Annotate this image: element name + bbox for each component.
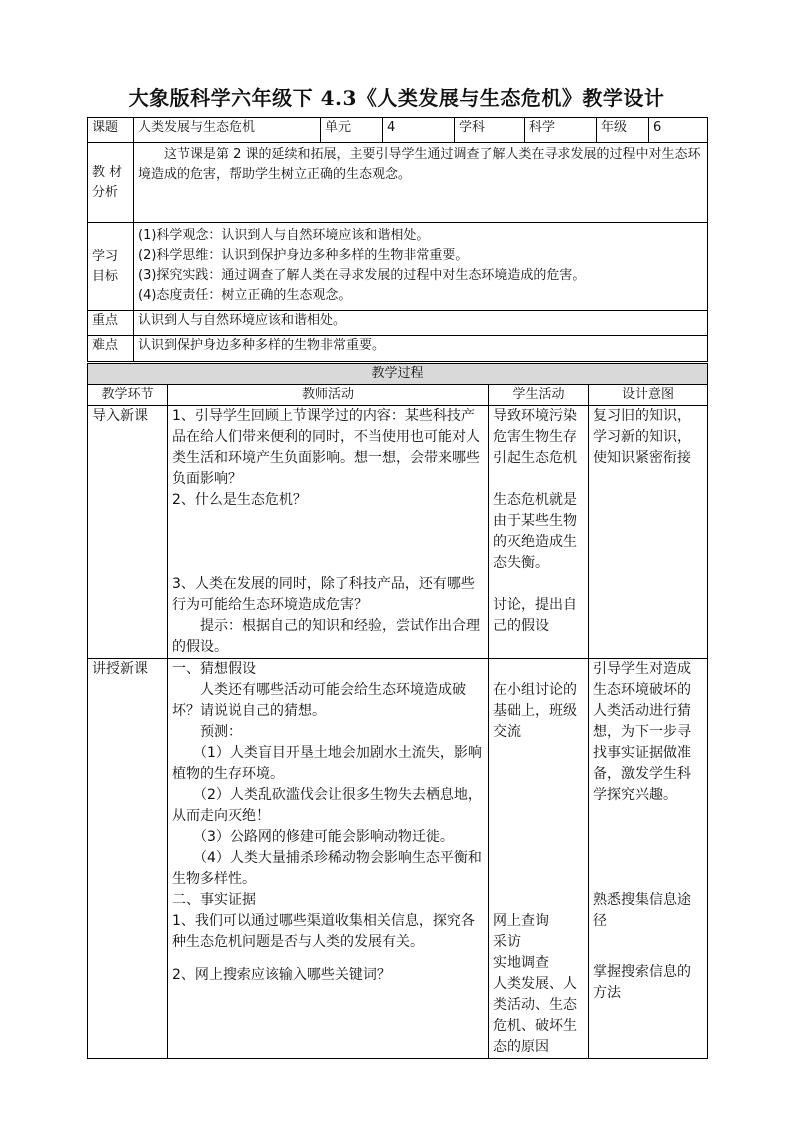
page-title: 大象版科学六年级下 4.3《人类发展与生态危机》教学设计 xyxy=(128,86,665,110)
goal-item: (4)态度责任：树立正确的生态观念。 xyxy=(138,288,352,303)
section-heading: 二、事实证据 xyxy=(172,892,256,908)
unit-label: 单元 xyxy=(321,118,383,143)
stage-intro: 导入新课 xyxy=(88,406,168,659)
intro-intent: 复习旧的知识，学习新的知识，使知识紧密衔接 xyxy=(589,406,708,659)
analysis-label-line: 教 材 xyxy=(92,164,123,180)
analysis-text-cell xyxy=(134,143,708,223)
prediction-item: （3）公路网的修建可能会影响动物迁徙。 xyxy=(193,829,454,845)
goal-item: (1)科学观念：认识到人与自然环境应该和谐相处。 xyxy=(138,228,430,243)
lecture-intent-cell xyxy=(589,659,708,1059)
column-header: 教学环节 xyxy=(88,385,168,406)
lecture-intent: 掌握搜索信息的方法 xyxy=(593,964,691,1001)
key-point-text: 认识到人与自然环境应该和谐相处。 xyxy=(134,311,708,336)
intro-student-cell xyxy=(489,406,589,659)
process-table xyxy=(87,363,708,1059)
prediction-item: （4）人类大量捕杀珍稀动物会影响生态平衡和生物多样性。 xyxy=(172,850,482,887)
subject-label: 学科 xyxy=(455,118,525,143)
intro-answer: 导致环境污染危害生物生存引起生态危机 xyxy=(493,408,577,466)
analysis-label-line: 分析 xyxy=(92,184,119,200)
key-point-label: 重点 xyxy=(88,311,134,336)
prediction-item: （1）人类盲目开垦土地会加剧水土流失，影响植物的生存环境。 xyxy=(172,745,482,782)
lecture-answer: 网上查询 xyxy=(493,913,549,929)
column-header: 学生活动 xyxy=(489,385,589,406)
guess-prompt: 人类还有哪些活动可能会给生态环境造成破坏？请说说自己的猜想。 xyxy=(172,682,466,719)
goal-item: (2)科学思维：认识到保护身边多种多样的生物非常重要。 xyxy=(138,248,469,263)
lecture-intent: 熟悉搜集信息途径 xyxy=(593,892,691,929)
subject-value: 科学 xyxy=(525,118,597,143)
intro-question: 3、人类在发展的同时，除了科技产品，还有哪些行为可能给生态环境造成危害？ xyxy=(172,576,475,613)
column-header: 设计意图 xyxy=(589,385,708,406)
intro-question: 1、引导学生回顾上节课学过的内容：某些科技产品在给人们带来便利的同时，不当使用也可能对人类生活和环境产生负面影响。想一想，会带来哪些负面影响？ xyxy=(172,408,480,487)
lecture-answer: 采访 xyxy=(493,934,521,950)
intro-teacher-cell xyxy=(168,406,489,659)
lecture-answer: 实地调查 xyxy=(493,955,549,971)
prediction-item: （2）人类乱砍滥伐会让很多生物失去栖息地，从而走向灭绝！ xyxy=(172,787,482,824)
intro-hint: 提示：根据自己的知识和经验，尝试作出合理的假设。 xyxy=(172,618,480,655)
evidence-question: 2、网上搜索应该输入哪些关键词？ xyxy=(172,967,391,983)
goals-cell xyxy=(134,223,708,311)
stage-lecture: 讲授新课 xyxy=(88,659,168,1059)
prediction-label: 预测： xyxy=(200,724,242,740)
unit-value: 4 xyxy=(383,118,455,143)
lecture-answer: 人类发展、人类活动、生态危机、破坏生态的原因 xyxy=(493,976,577,1055)
lecture-student-cell xyxy=(489,659,589,1059)
difficulty-text: 认识到保护身边多种多样的生物非常重要。 xyxy=(134,336,708,362)
lecture-answer: 在小组讨论的基础上，班级交流 xyxy=(493,682,577,740)
topic-label: 课题 xyxy=(88,118,134,143)
goal-item: (3)探究实践：通过调查了解人类在寻求发展的过程中对生态环境造成的危害。 xyxy=(138,268,586,283)
goals-label xyxy=(88,223,134,311)
lecture-teacher-cell xyxy=(168,659,489,1059)
process-header: 教学过程 xyxy=(88,364,708,385)
topic-value: 人类发展与生态危机 xyxy=(134,118,321,143)
analysis-text: 这节课是第 2 课的延续和拓展，主要引导学生通过调查了解人类在寻求发展的过程中对生态环境造成的危害，帮助学生树立正确的生态观念。 xyxy=(138,147,701,182)
grade-label: 年级 xyxy=(597,118,649,143)
intro-answer: 讨论，提出自己的假设 xyxy=(493,597,577,634)
difficulty-label: 难点 xyxy=(88,336,134,362)
column-header: 教师活动 xyxy=(168,385,489,406)
analysis-label xyxy=(88,143,134,223)
section-heading: 一、猜想假设 xyxy=(172,661,256,677)
goals-label-line: 目标 xyxy=(92,268,119,284)
grade-value: 6 xyxy=(649,118,708,143)
intro-answer: 生态危机就是由于某些生物的灭绝造成生态失衡。 xyxy=(493,492,577,571)
lecture-intent: 引导学生对造成生态环境破坏的人类活动进行猜想，为下一步寻找事实证据做准备，激发学生科学探究兴趣。 xyxy=(593,661,691,803)
intro-question: 2、什么是生态危机？ xyxy=(172,492,307,508)
goals-label-line: 学习 xyxy=(92,248,119,264)
evidence-question: 1、我们可以通过哪些渠道收集相关信息，探究各种生态危机问题是否与人类的发展有关。 xyxy=(172,913,475,950)
info-table xyxy=(87,117,708,362)
